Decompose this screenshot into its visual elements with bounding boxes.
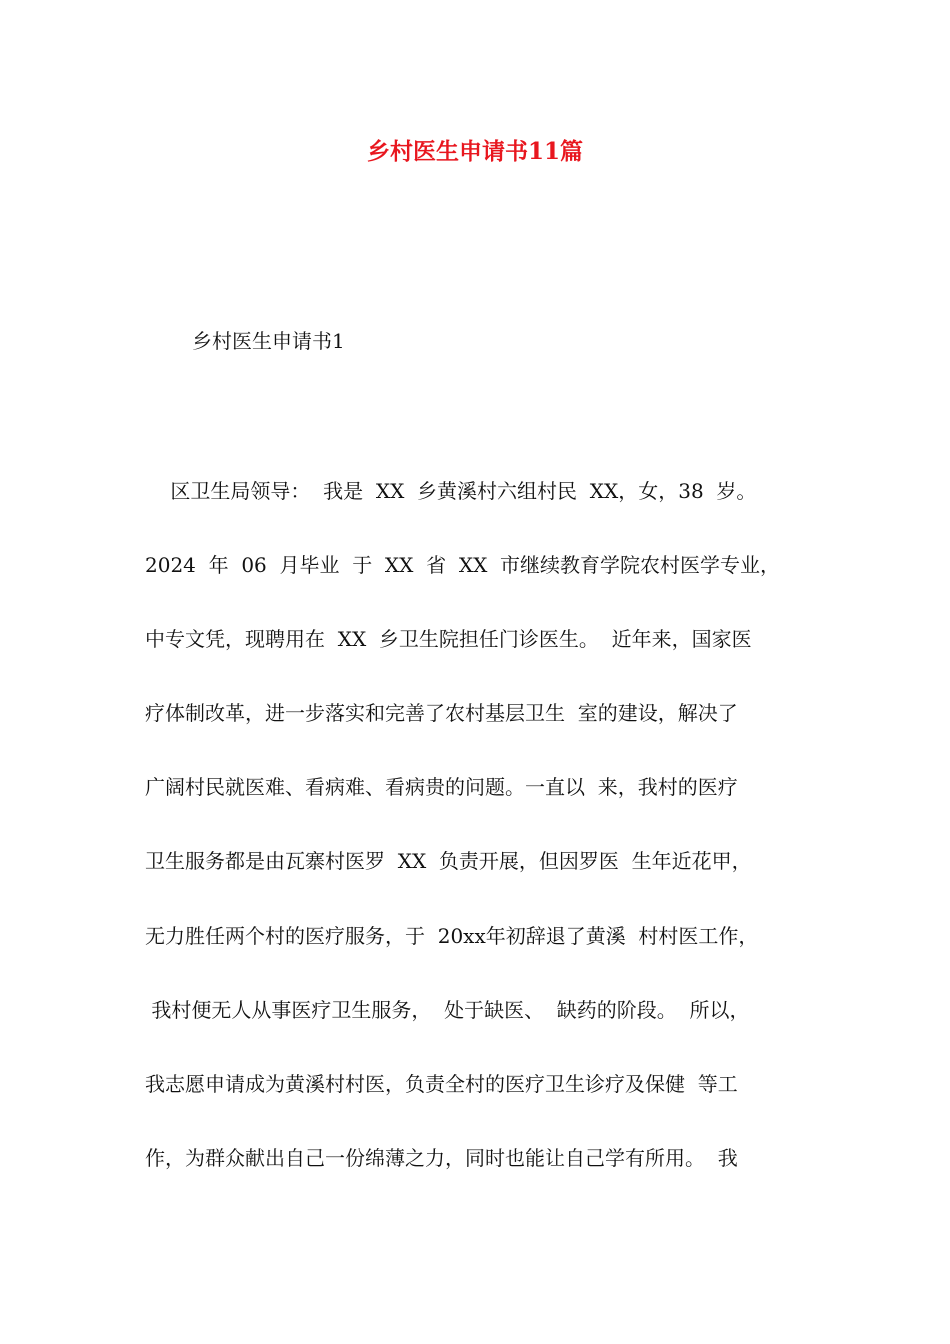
section-heading: 乡村医生申请书1 — [192, 329, 345, 353]
body-line-7: 无力胜任两个村的医疗服务，于 20xx年初辞退了黄溪 村村医工作， — [145, 924, 759, 948]
body-line-10: 作，为群众献出自己一份绵薄之力，同时也能让自己学有所用。 我 — [145, 1146, 738, 1170]
body-line-3: 中专文凭，现聘用在 XX 乡卫生院担任门诊医生。 近年来，国家医 — [145, 627, 752, 651]
body-line-8: 我村便无人从事医疗卫生服务， 处于缺医、 缺药的阶段。 所以， — [145, 998, 750, 1022]
body-line-1: 区卫生局领导： 我是 XX 乡黄溪村六组村民 XX，女，38 岁。 — [145, 479, 757, 503]
document-title: 乡村医生申请书11篇 — [366, 138, 583, 165]
body-line-9: 我志愿申请成为黄溪村村医，负责全村的医疗卫生诊疗及保健 等工 — [145, 1072, 738, 1096]
body-line-6: 卫生服务都是由瓦寨村医罗 XX 负责开展，但因罗医 生年近花甲， — [145, 849, 752, 873]
body-line-4: 疗体制改革，进一步落实和完善了农村基层卫生 室的建设，解决了 — [145, 701, 738, 725]
body-line-2: 2024 年 06 月毕业 于 XX 省 XX 市继续教育学院农村医学专业， — [145, 553, 781, 577]
body-line-5: 广阔村民就医难、看病难、看病贵的问题。一直以 来，我村的医疗 — [145, 775, 738, 799]
